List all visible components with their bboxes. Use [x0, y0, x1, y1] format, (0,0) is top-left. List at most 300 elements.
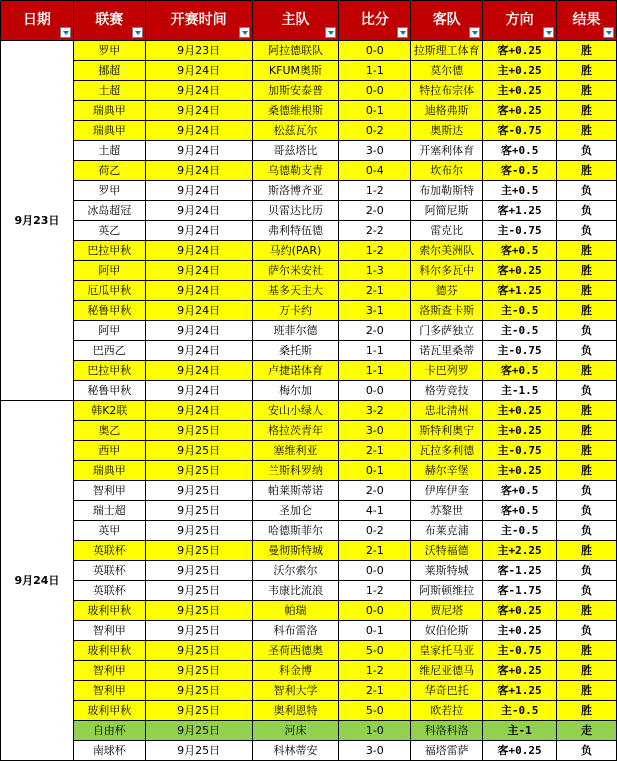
time-cell[interactable]: 9月25日: [145, 541, 252, 561]
table-row: [1, 741, 617, 761]
time-cell[interactable]: 9月25日: [145, 681, 252, 701]
league-cell[interactable]: 玻利甲秋: [73, 701, 145, 721]
home-team-cell[interactable]: 圣荷西德奥: [252, 641, 339, 661]
table-row: [1, 101, 617, 121]
home-team-cell[interactable]: 松兹瓦尔: [252, 121, 339, 141]
league-cell[interactable]: 土超: [73, 81, 145, 101]
away-team-cell[interactable]: 开塞利体育: [411, 141, 483, 161]
league-cell[interactable]: 阿甲: [73, 321, 145, 341]
away-team-cell[interactable]: 苏黎世: [411, 501, 483, 521]
result-cell[interactable]: 胜: [557, 241, 617, 261]
header-league: 联赛: [73, 1, 145, 41]
time-cell[interactable]: 9月25日: [145, 561, 252, 581]
table-row: [1, 201, 617, 221]
home-team-cell[interactable]: 帕瑞: [252, 601, 339, 621]
time-cell[interactable]: 9月25日: [145, 741, 252, 761]
away-team-cell[interactable]: 诺瓦里桑蒂: [411, 341, 483, 361]
home-team-cell[interactable]: 科布雷洛: [252, 621, 339, 641]
filter-dropdown-icon[interactable]: [239, 27, 250, 38]
home-team-cell[interactable]: 曼彻斯特城: [252, 541, 339, 561]
direction-cell[interactable]: 主+0.25: [483, 621, 557, 641]
direction-cell[interactable]: 客+0.5: [483, 141, 557, 161]
score-cell[interactable]: 1-2: [339, 241, 411, 261]
result-cell[interactable]: 胜: [557, 101, 617, 121]
league-cell[interactable]: 西甲: [73, 441, 145, 461]
score-cell[interactable]: 0-4: [339, 161, 411, 181]
time-cell[interactable]: 9月24日: [145, 341, 252, 361]
time-cell[interactable]: 9月25日: [145, 461, 252, 481]
away-team-cell[interactable]: 莫尔德: [411, 61, 483, 81]
time-cell[interactable]: 9月25日: [145, 421, 252, 441]
away-team-cell[interactable]: 布莱克浦: [411, 521, 483, 541]
away-team-cell[interactable]: 科洛科洛: [411, 721, 483, 741]
result-cell[interactable]: 走: [557, 721, 617, 741]
score-cell[interactable]: 1-0: [339, 721, 411, 741]
away-team-cell[interactable]: 门多萨独立: [411, 321, 483, 341]
away-team-cell[interactable]: 奴伯伦斯: [411, 621, 483, 641]
header-home: 主队: [252, 1, 339, 41]
table-row: [1, 661, 617, 681]
result-cell[interactable]: 胜: [557, 41, 617, 61]
score-cell[interactable]: 2-0: [339, 481, 411, 501]
header-score: 比分: [339, 1, 411, 41]
league-cell[interactable]: 罗甲: [73, 181, 145, 201]
home-team-cell[interactable]: 哥兹塔比: [252, 141, 339, 161]
away-team-cell[interactable]: 皇家托马亚: [411, 641, 483, 661]
score-cell[interactable]: 1-2: [339, 661, 411, 681]
direction-cell[interactable]: 客+0.5: [483, 361, 557, 381]
direction-cell[interactable]: 主+0.25: [483, 81, 557, 101]
home-team-cell[interactable]: 基多天主大: [252, 281, 339, 301]
home-team-cell[interactable]: 智利大学: [252, 681, 339, 701]
result-cell[interactable]: 负: [557, 181, 617, 201]
home-team-cell[interactable]: 沃尔索尔: [252, 561, 339, 581]
home-team-cell[interactable]: 塞维利亚: [252, 441, 339, 461]
time-cell[interactable]: 9月24日: [145, 141, 252, 161]
time-cell[interactable]: 9月25日: [145, 701, 252, 721]
away-team-cell[interactable]: 卡巴列罗: [411, 361, 483, 381]
direction-cell[interactable]: 主-0.5: [483, 521, 557, 541]
league-cell[interactable]: 智利甲: [73, 481, 145, 501]
result-cell[interactable]: 负: [557, 621, 617, 641]
league-cell[interactable]: 瑞士超: [73, 501, 145, 521]
league-cell[interactable]: 韩K2联: [73, 401, 145, 421]
table-row: [1, 301, 617, 321]
league-cell[interactable]: 英联杯: [73, 581, 145, 601]
result-cell[interactable]: 胜: [557, 161, 617, 181]
score-cell[interactable]: 0-1: [339, 461, 411, 481]
league-cell[interactable]: 南球杯: [73, 741, 145, 761]
home-team-cell[interactable]: 韦康比流浪: [252, 581, 339, 601]
score-cell[interactable]: 2-1: [339, 541, 411, 561]
away-team-cell[interactable]: 洛斯查卡斯: [411, 301, 483, 321]
away-team-cell[interactable]: 拉斯理工体育: [411, 41, 483, 61]
time-cell[interactable]: 9月25日: [145, 621, 252, 641]
home-team-cell[interactable]: 圣加仑: [252, 501, 339, 521]
table-row: [1, 561, 617, 581]
league-cell[interactable]: 巴西乙: [73, 341, 145, 361]
direction-cell[interactable]: 客+0.5: [483, 241, 557, 261]
result-cell[interactable]: 负: [557, 561, 617, 581]
league-cell[interactable]: 瑞典甲: [73, 121, 145, 141]
time-cell[interactable]: 9月25日: [145, 581, 252, 601]
result-cell[interactable]: 胜: [557, 601, 617, 621]
time-cell[interactable]: 9月24日: [145, 261, 252, 281]
away-team-cell[interactable]: 迪格弗斯: [411, 101, 483, 121]
time-cell[interactable]: 9月24日: [145, 81, 252, 101]
table-row: [1, 621, 617, 641]
score-cell[interactable]: 2-2: [339, 221, 411, 241]
date-group-cell[interactable]: 9月23日: [1, 41, 74, 401]
score-cell[interactable]: 5-0: [339, 701, 411, 721]
result-cell[interactable]: 胜: [557, 81, 617, 101]
time-cell[interactable]: 9月24日: [145, 201, 252, 221]
time-cell[interactable]: 9月25日: [145, 601, 252, 621]
time-cell[interactable]: 9月25日: [145, 661, 252, 681]
filter-dropdown-icon[interactable]: [132, 27, 143, 38]
league-cell[interactable]: 罗甲: [73, 41, 145, 61]
result-cell[interactable]: 负: [557, 141, 617, 161]
away-team-cell[interactable]: 布加勒斯特: [411, 181, 483, 201]
direction-cell[interactable]: 客-0.75: [483, 121, 557, 141]
league-cell[interactable]: 英联杯: [73, 541, 145, 561]
time-cell[interactable]: 9月24日: [145, 181, 252, 201]
score-cell[interactable]: 0-0: [339, 561, 411, 581]
direction-cell[interactable]: 客+1.25: [483, 681, 557, 701]
away-team-cell[interactable]: 格劳竞技: [411, 381, 483, 401]
result-cell[interactable]: 胜: [557, 461, 617, 481]
home-team-cell[interactable]: 马约(PAR): [252, 241, 339, 261]
home-team-cell[interactable]: 兰斯科罗纳: [252, 461, 339, 481]
away-team-cell[interactable]: 科尔多瓦中: [411, 261, 483, 281]
filter-dropdown-icon[interactable]: [60, 27, 71, 38]
away-team-cell[interactable]: 索尔美洲队: [411, 241, 483, 261]
score-cell[interactable]: 0-0: [339, 601, 411, 621]
score-cell[interactable]: 1-2: [339, 181, 411, 201]
league-cell[interactable]: 巴拉甲秋: [73, 361, 145, 381]
home-team-cell[interactable]: 加斯安泰普: [252, 81, 339, 101]
league-cell[interactable]: 英乙: [73, 221, 145, 241]
direction-cell[interactable]: 主-1: [483, 721, 557, 741]
table-row: [1, 441, 617, 461]
home-team-cell[interactable]: 卢捷诺体育: [252, 361, 339, 381]
league-cell[interactable]: 巴拉甲秋: [73, 241, 145, 261]
score-cell[interactable]: 3-0: [339, 741, 411, 761]
direction-cell[interactable]: 主-0.5: [483, 701, 557, 721]
filter-dropdown-icon[interactable]: [397, 27, 408, 38]
league-cell[interactable]: 阿甲: [73, 261, 145, 281]
away-team-cell[interactable]: 雷克比: [411, 221, 483, 241]
home-team-cell[interactable]: 科金博: [252, 661, 339, 681]
score-cell[interactable]: 0-1: [339, 621, 411, 641]
away-team-cell[interactable]: 沃特福德: [411, 541, 483, 561]
table-row: [1, 481, 617, 501]
result-cell[interactable]: 负: [557, 501, 617, 521]
league-cell[interactable]: 智利甲: [73, 661, 145, 681]
league-cell[interactable]: 秘鲁甲秋: [73, 301, 145, 321]
time-cell[interactable]: 9月25日: [145, 501, 252, 521]
away-team-cell[interactable]: 福塔雷萨: [411, 741, 483, 761]
direction-cell[interactable]: 客+0.25: [483, 41, 557, 61]
home-team-cell[interactable]: 贝雷达比历: [252, 201, 339, 221]
time-cell[interactable]: 9月24日: [145, 61, 252, 81]
direction-cell[interactable]: 客-1.25: [483, 561, 557, 581]
league-cell[interactable]: 荷乙: [73, 161, 145, 181]
table-row: [1, 121, 617, 141]
time-cell[interactable]: 9月25日: [145, 521, 252, 541]
direction-cell[interactable]: 客+1.25: [483, 281, 557, 301]
direction-cell[interactable]: 主+2.25: [483, 541, 557, 561]
table-row: [1, 81, 617, 101]
league-cell[interactable]: 智利甲: [73, 621, 145, 641]
direction-cell[interactable]: 客+0.25: [483, 261, 557, 281]
result-cell[interactable]: 负: [557, 221, 617, 241]
league-cell[interactable]: 冰岛超冠: [73, 201, 145, 221]
result-cell[interactable]: 胜: [557, 701, 617, 721]
time-cell[interactable]: 9月25日: [145, 721, 252, 741]
away-team-cell[interactable]: 奥斯达: [411, 121, 483, 141]
table-row: [1, 181, 617, 201]
away-team-cell[interactable]: 贾尼塔: [411, 601, 483, 621]
table-row: [1, 281, 617, 301]
league-cell[interactable]: 土超: [73, 141, 145, 161]
header-time: 开赛时间: [145, 1, 252, 41]
filter-dropdown-icon[interactable]: [543, 27, 554, 38]
direction-cell[interactable]: 客+0.25: [483, 741, 557, 761]
table-row: [1, 421, 617, 441]
away-team-cell[interactable]: 赫尔辛堡: [411, 461, 483, 481]
away-team-cell[interactable]: 伊库伊奎: [411, 481, 483, 501]
home-team-cell[interactable]: 梅尔加: [252, 381, 339, 401]
result-cell[interactable]: 负: [557, 581, 617, 601]
time-cell[interactable]: 9月24日: [145, 401, 252, 421]
score-cell[interactable]: 1-2: [339, 581, 411, 601]
away-team-cell[interactable]: 华奇巴托: [411, 681, 483, 701]
score-cell[interactable]: 0-1: [339, 101, 411, 121]
result-cell[interactable]: 负: [557, 201, 617, 221]
away-team-cell[interactable]: 斯特利奥宁: [411, 421, 483, 441]
table-row: [1, 401, 617, 421]
time-cell[interactable]: 9月24日: [145, 121, 252, 141]
score-cell[interactable]: 1-1: [339, 361, 411, 381]
away-team-cell[interactable]: 坎布尔: [411, 161, 483, 181]
time-cell[interactable]: 9月25日: [145, 441, 252, 461]
time-cell[interactable]: 9月24日: [145, 361, 252, 381]
score-cell[interactable]: 0-0: [339, 41, 411, 61]
score-cell[interactable]: 2-1: [339, 441, 411, 461]
score-cell[interactable]: 0-0: [339, 81, 411, 101]
direction-cell[interactable]: 客+1.25: [483, 201, 557, 221]
result-cell[interactable]: 胜: [557, 401, 617, 421]
home-team-cell[interactable]: 桑托斯: [252, 341, 339, 361]
direction-cell[interactable]: 主+0.25: [483, 421, 557, 441]
away-team-cell[interactable]: 特拉布宗体: [411, 81, 483, 101]
direction-cell[interactable]: 主-0.75: [483, 341, 557, 361]
league-cell[interactable]: 自由杯: [73, 721, 145, 741]
result-cell[interactable]: 胜: [557, 681, 617, 701]
score-cell[interactable]: 2-0: [339, 321, 411, 341]
home-team-cell[interactable]: 格拉茨青年: [252, 421, 339, 441]
result-cell[interactable]: 胜: [557, 541, 617, 561]
direction-cell[interactable]: 客+0.25: [483, 601, 557, 621]
home-team-cell[interactable]: 奥利恩特: [252, 701, 339, 721]
result-cell[interactable]: 负: [557, 521, 617, 541]
score-cell[interactable]: 0-2: [339, 121, 411, 141]
time-cell[interactable]: 9月24日: [145, 241, 252, 261]
direction-cell[interactable]: 主-0.75: [483, 441, 557, 461]
result-cell[interactable]: 胜: [557, 121, 617, 141]
result-cell[interactable]: 负: [557, 481, 617, 501]
score-cell[interactable]: 3-0: [339, 421, 411, 441]
score-cell[interactable]: 0-2: [339, 521, 411, 541]
score-cell[interactable]: 2-1: [339, 281, 411, 301]
away-team-cell[interactable]: 莱斯特城: [411, 561, 483, 581]
direction-cell[interactable]: 客+0.5: [483, 501, 557, 521]
result-cell[interactable]: 胜: [557, 281, 617, 301]
league-cell[interactable]: 挪超: [73, 61, 145, 81]
filter-dropdown-icon[interactable]: [603, 27, 614, 38]
table-row: [1, 681, 617, 701]
table-row: [1, 581, 617, 601]
away-team-cell[interactable]: 德芬: [411, 281, 483, 301]
time-cell[interactable]: 9月24日: [145, 281, 252, 301]
home-team-cell[interactable]: KFUM奥斯: [252, 61, 339, 81]
table-row: [1, 321, 617, 341]
score-cell[interactable]: 3-2: [339, 401, 411, 421]
result-cell[interactable]: 负: [557, 341, 617, 361]
away-team-cell[interactable]: 欧若拉: [411, 701, 483, 721]
direction-cell[interactable]: 主+0.5: [483, 181, 557, 201]
home-team-cell[interactable]: 班菲尔德: [252, 321, 339, 341]
time-cell[interactable]: 9月25日: [145, 481, 252, 501]
home-team-cell[interactable]: 万卡约: [252, 301, 339, 321]
header-away: 客队: [411, 1, 483, 41]
table-row: [1, 61, 617, 81]
result-cell[interactable]: 负: [557, 741, 617, 761]
home-team-cell[interactable]: 斯洛博齐亚: [252, 181, 339, 201]
away-team-cell[interactable]: 阿简尼斯: [411, 201, 483, 221]
score-cell[interactable]: 0-0: [339, 381, 411, 401]
score-cell[interactable]: 1-3: [339, 261, 411, 281]
league-cell[interactable]: 厄瓜甲秋: [73, 281, 145, 301]
score-cell[interactable]: 2-1: [339, 681, 411, 701]
home-team-cell[interactable]: 科林蒂安: [252, 741, 339, 761]
league-cell[interactable]: 玻利甲秋: [73, 641, 145, 661]
direction-cell[interactable]: 客+0.25: [483, 101, 557, 121]
filter-dropdown-icon[interactable]: [325, 27, 336, 38]
score-cell[interactable]: 4-1: [339, 501, 411, 521]
time-cell[interactable]: 9月24日: [145, 101, 252, 121]
direction-cell[interactable]: 主-0.75: [483, 641, 557, 661]
home-team-cell[interactable]: 弗利特伍德: [252, 221, 339, 241]
score-cell[interactable]: 3-0: [339, 141, 411, 161]
direction-cell[interactable]: 主-0.75: [483, 221, 557, 241]
direction-cell[interactable]: 主+0.25: [483, 401, 557, 421]
home-team-cell[interactable]: 桑德维根斯: [252, 101, 339, 121]
home-team-cell[interactable]: 萨尔米安社: [252, 261, 339, 281]
direction-cell[interactable]: 客+0.25: [483, 661, 557, 681]
direction-cell[interactable]: 客+0.5: [483, 481, 557, 501]
time-cell[interactable]: 9月24日: [145, 221, 252, 241]
date-group-cell[interactable]: 9月24日: [1, 401, 74, 761]
direction-cell[interactable]: 主-0.5: [483, 321, 557, 341]
header-row: [1, 1, 617, 41]
header-result: 结果: [557, 1, 617, 41]
result-cell[interactable]: 胜: [557, 261, 617, 281]
away-team-cell[interactable]: 忠北清州: [411, 401, 483, 421]
league-cell[interactable]: 玻利甲秋: [73, 601, 145, 621]
time-cell[interactable]: 9月24日: [145, 161, 252, 181]
direction-cell[interactable]: 客-0.5: [483, 161, 557, 181]
home-team-cell[interactable]: 阿拉德联队: [252, 41, 339, 61]
table-row: [1, 721, 617, 741]
direction-cell[interactable]: 客-1.75: [483, 581, 557, 601]
table-row: [1, 521, 617, 541]
result-cell[interactable]: 胜: [557, 641, 617, 661]
home-team-cell[interactable]: 安山小绿人: [252, 401, 339, 421]
league-cell[interactable]: 秘鲁甲秋: [73, 381, 145, 401]
league-cell[interactable]: 瑞典甲: [73, 101, 145, 121]
filter-dropdown-icon[interactable]: [469, 27, 480, 38]
result-cell[interactable]: 胜: [557, 421, 617, 441]
league-cell[interactable]: 英甲: [73, 521, 145, 541]
table-row: [1, 361, 617, 381]
home-team-cell[interactable]: 乌德勒支青: [252, 161, 339, 181]
direction-cell[interactable]: 主+0.25: [483, 61, 557, 81]
table-row: [1, 701, 617, 721]
time-cell[interactable]: 9月25日: [145, 641, 252, 661]
direction-cell[interactable]: 主-0.5: [483, 301, 557, 321]
home-team-cell[interactable]: 帕莱斯蒂诺: [252, 481, 339, 501]
result-cell[interactable]: 胜: [557, 361, 617, 381]
result-cell[interactable]: 胜: [557, 301, 617, 321]
result-cell[interactable]: 负: [557, 381, 617, 401]
header-date: 日期: [1, 1, 74, 41]
table-row: [1, 41, 617, 61]
score-cell[interactable]: 2-0: [339, 201, 411, 221]
score-cell[interactable]: 1-1: [339, 341, 411, 361]
table-row: [1, 381, 617, 401]
table-row: [1, 221, 617, 241]
away-team-cell[interactable]: 瓦拉多利德: [411, 441, 483, 461]
away-team-cell[interactable]: 维尼亚德马: [411, 661, 483, 681]
league-cell[interactable]: 英联杯: [73, 561, 145, 581]
direction-cell[interactable]: 主+0.25: [483, 461, 557, 481]
score-cell[interactable]: 1-1: [339, 61, 411, 81]
result-cell[interactable]: 胜: [557, 661, 617, 681]
time-cell[interactable]: 9月24日: [145, 381, 252, 401]
home-team-cell[interactable]: 哈德斯菲尔: [252, 521, 339, 541]
table-row: [1, 241, 617, 261]
league-cell[interactable]: 智利甲: [73, 681, 145, 701]
league-cell[interactable]: 奥乙: [73, 421, 145, 441]
score-cell[interactable]: 3-1: [339, 301, 411, 321]
result-cell[interactable]: 负: [557, 321, 617, 341]
time-cell[interactable]: 9月23日: [145, 41, 252, 61]
time-cell[interactable]: 9月24日: [145, 321, 252, 341]
score-cell[interactable]: 5-0: [339, 641, 411, 661]
time-cell[interactable]: 9月24日: [145, 301, 252, 321]
header-direction: 方向: [483, 1, 557, 41]
result-cell[interactable]: 胜: [557, 441, 617, 461]
home-team-cell[interactable]: 河床: [252, 721, 339, 741]
direction-cell[interactable]: 主-1.5: [483, 381, 557, 401]
away-team-cell[interactable]: 阿斯顿维拉: [411, 581, 483, 601]
table-row: [1, 641, 617, 661]
league-cell[interactable]: 瑞典甲: [73, 461, 145, 481]
table-row: [1, 341, 617, 361]
result-cell[interactable]: 胜: [557, 61, 617, 81]
